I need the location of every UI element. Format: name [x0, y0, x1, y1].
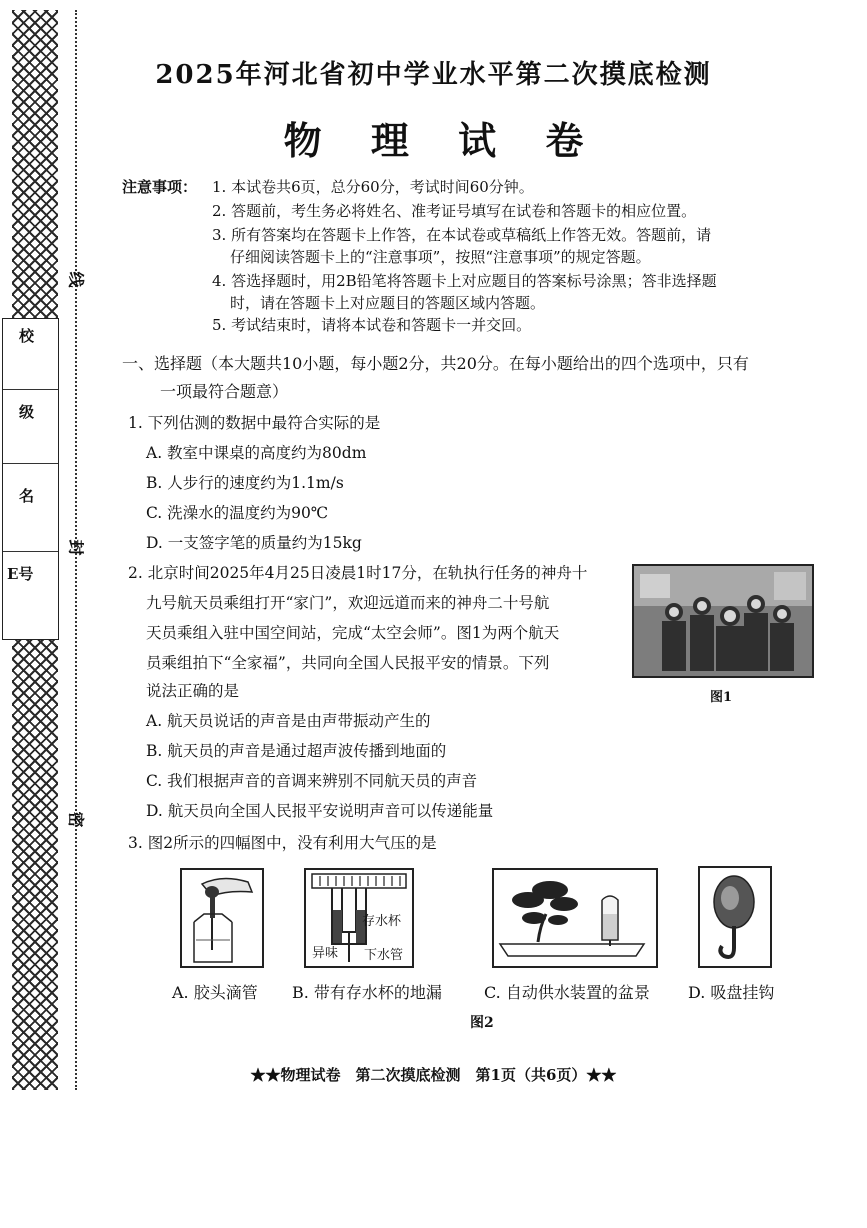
- field-number-label: E号: [7, 565, 34, 583]
- figure1-caption: 图1: [710, 690, 733, 705]
- suction-hook-icon: [700, 868, 770, 966]
- q2-stem-line: 九号航天员乘组打开“家门”，欢迎远道而来的神舟二十号航: [146, 594, 550, 612]
- q1-option-c: C. 洗澡水的温度约为90℃: [146, 504, 329, 522]
- seal-mark-seal: 封: [66, 539, 86, 556]
- binding-hatch-bottom: [12, 638, 58, 1090]
- label-water-cup: 存水杯: [362, 914, 402, 929]
- student-info-box: [2, 318, 59, 640]
- figure2-caption: 图2: [470, 1015, 494, 1031]
- q2-stem-line: 员乘组拍下“全家福”，共同向全国人民报平安的情景。下列: [146, 654, 550, 672]
- figure2-a-dropper: [180, 868, 264, 968]
- q3-option-d: D. 吸盘挂钩: [688, 983, 775, 1002]
- figure2-d-suction-hook: [698, 866, 772, 968]
- q1-option-a: A. 教室中课桌的高度约为80dm: [146, 444, 367, 462]
- q2-stem-line: 说法正确的是: [146, 682, 240, 700]
- section-heading: 一、选择题（本大题共10小题，每小题2分，共20分。在每小题给出的四个选项中，只有: [122, 354, 749, 373]
- q2-stem-line: 天员乘组入驻中国空间站，完成“太空会师”。图1为两个航天: [146, 624, 560, 642]
- seal-mark-line: 线: [66, 271, 86, 288]
- subject-title: 物 理 试 卷: [283, 118, 602, 163]
- q2-option-b: B. 航天员的声音是通过超声波传播到地面的: [146, 742, 447, 760]
- q3-option-c: C. 自动供水装置的盆景: [484, 983, 650, 1002]
- q2-option-c: C. 我们根据声音的音调来辨别不同航天员的声音: [146, 772, 478, 790]
- dropper-icon: [182, 870, 262, 966]
- figure2-c-bonsai: [492, 868, 658, 968]
- note-item: 仔细阅读答题卡上的“注意事项”，按照“注意事项”的规定答题。: [230, 248, 651, 266]
- q2-option-d: D. 航天员向全国人民报平安说明声音可以传递能量: [146, 802, 494, 820]
- exam-title: 2025年河北省初中学业水平第二次摸底检测: [155, 60, 712, 90]
- note-item: 2. 答题前，考生务必将姓名、准考证号填写在试卷和答题卡的相应位置。: [212, 202, 697, 220]
- field-class-label: 级: [19, 403, 35, 421]
- bonsai-diagram: [494, 870, 656, 966]
- field-name-label: 名: [19, 487, 35, 505]
- note-item: 1. 本试卷共6页，总分60分，考试时间60分钟。: [212, 178, 534, 196]
- page-footer: ★★物理试卷 第二次摸底检测 第1页（共6页）★★: [250, 1066, 617, 1084]
- q3-option-a: A. 胶头滴管: [172, 983, 258, 1002]
- q1-option-d: D. 一支签字笔的质量约为15kg: [146, 534, 362, 552]
- astronauts-photo: [634, 566, 812, 676]
- label-odor: 异味: [312, 946, 339, 961]
- notes-heading: 注意事项：: [122, 178, 198, 196]
- q1-stem: 1. 下列估测的数据中最符合实际的是: [128, 414, 381, 432]
- q2-stem-line: 2. 北京时间2025年4月25日凌晨1时17分，在轨执行任务的神舟十: [128, 564, 588, 582]
- section-heading-cont: 一项最符合题意）: [160, 382, 289, 401]
- field-school-label: 校: [19, 327, 35, 345]
- q1-option-b: B. 人步行的速度约为1.1m/s: [146, 474, 344, 492]
- seal-mark-secret: 密: [66, 811, 86, 828]
- note-item: 4. 答选择题时，用2B铅笔将答题卡上对应题目的答案标号涂黑；答非选择题: [212, 272, 717, 290]
- figure1-photo: [632, 564, 814, 678]
- q3-option-b: B. 带有存水杯的地漏: [292, 983, 442, 1002]
- q2-option-a: A. 航天员说话的声音是由声带振动产生的: [146, 712, 431, 730]
- note-item: 3. 所有答案均在答题卡上作答，在本试卷或草稿纸上作答无效。答题前，请: [212, 226, 712, 244]
- q3-stem: 3. 图2所示的四幅图中，没有利用大气压的是: [128, 834, 437, 852]
- note-item: 时，请在答题卡上对应题目的答题区域内答题。: [230, 294, 546, 312]
- note-item: 5. 考试结束时，请将本试卷和答题卡一并交回。: [212, 316, 532, 334]
- label-drain-pipe: 下水管: [364, 948, 404, 963]
